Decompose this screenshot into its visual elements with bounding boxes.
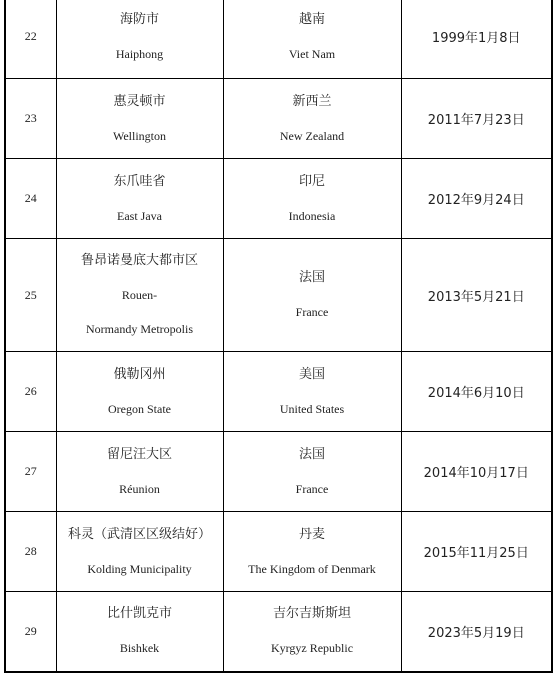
country-name-en: France [295,305,329,319]
date-cell: 2014年10月17日 [401,432,552,512]
country-name-zh: 法国 [298,446,325,462]
country-name-zh: 美国 [298,366,325,382]
city-name-zh: 留尼汪大区 [106,446,172,462]
country-cell [223,239,401,352]
date-cell: 2013年5月21日 [401,239,552,352]
row-number: 26 [5,352,56,432]
city-cell [56,0,223,79]
city-name-zh: 比什凯克市 [106,606,172,622]
city-cell [56,352,223,432]
city-name-en: East Java [117,208,162,223]
date-cell: 2023年5月19日 [401,592,552,672]
country-name-zh: 印尼 [298,173,325,189]
row-number: 28 [5,512,56,592]
table-row [5,79,552,159]
city-cell [56,239,223,352]
city-name-en: Haiphong [115,46,164,61]
country-name-en: New Zealand [279,128,345,143]
city-cell [56,432,223,512]
row-number: 23 [5,79,56,159]
row-number: 25 [5,239,56,352]
city-cell [56,592,223,672]
country-name-en: Kyrgyz Republic [270,641,354,656]
country-name-zh: 法国 [298,270,325,285]
city-cell [56,79,223,159]
table-row [5,352,552,432]
country-cell [223,79,401,159]
row-number: 22 [5,0,56,79]
city-name-zh: 海防市 [119,11,159,27]
table-row [5,432,552,512]
country-name-en: France [295,481,329,496]
row-number: 24 [5,159,56,239]
country-name-en: Indonesia [288,208,336,223]
country-name-zh: 新西兰 [292,93,332,109]
table-row [5,0,552,79]
country-name-en: United States [279,401,345,416]
city-name-en: Kolding Municipality [87,561,192,576]
country-cell [223,352,401,432]
sister-cities-table [4,0,553,673]
city-name-en: Oregon State [108,401,171,416]
country-cell [223,512,401,592]
city-name-zh: 科灵（武清区区级结好） [67,526,211,542]
country-name-zh: 越南 [298,11,325,27]
row-number: 27 [5,432,56,512]
city-cell [56,159,223,239]
city-name-zh: 鲁昂诺曼底大都市区 [80,253,198,268]
country-name-zh: 丹麦 [298,526,325,542]
city-name-en: Rouen- [121,288,158,302]
date-cell: 2014年6月10日 [401,352,552,432]
city-name-zh: 惠灵顿市 [113,93,166,109]
table-row [5,239,552,352]
city-name-zh: 东爪哇省 [113,173,166,189]
city-name-en-line2: Normandy Metropolis [86,322,193,336]
city-name-en: Bishkek [119,641,160,656]
country-cell [223,432,401,512]
date-cell: 2015年11月25日 [401,512,552,592]
country-name-en: The Kingdom of Denmark [248,561,376,576]
city-cell [56,512,223,592]
table-row [5,159,552,239]
country-cell [223,592,401,672]
table-row [5,512,552,592]
date-cell: 1999年1月8日 [401,0,552,79]
city-name-en: Réunion [119,481,160,496]
date-cell: 2011年7月23日 [401,79,552,159]
table-row [5,592,552,672]
row-number: 29 [5,592,56,672]
country-cell [223,0,401,79]
city-name-en: Wellington [112,128,167,143]
country-name-zh: 吉尔吉斯斯坦 [272,606,351,622]
date-cell: 2012年9月24日 [401,159,552,239]
country-name-en: Viet Nam [288,46,336,61]
city-name-zh: 俄勒冈州 [113,366,166,382]
country-cell [223,159,401,239]
